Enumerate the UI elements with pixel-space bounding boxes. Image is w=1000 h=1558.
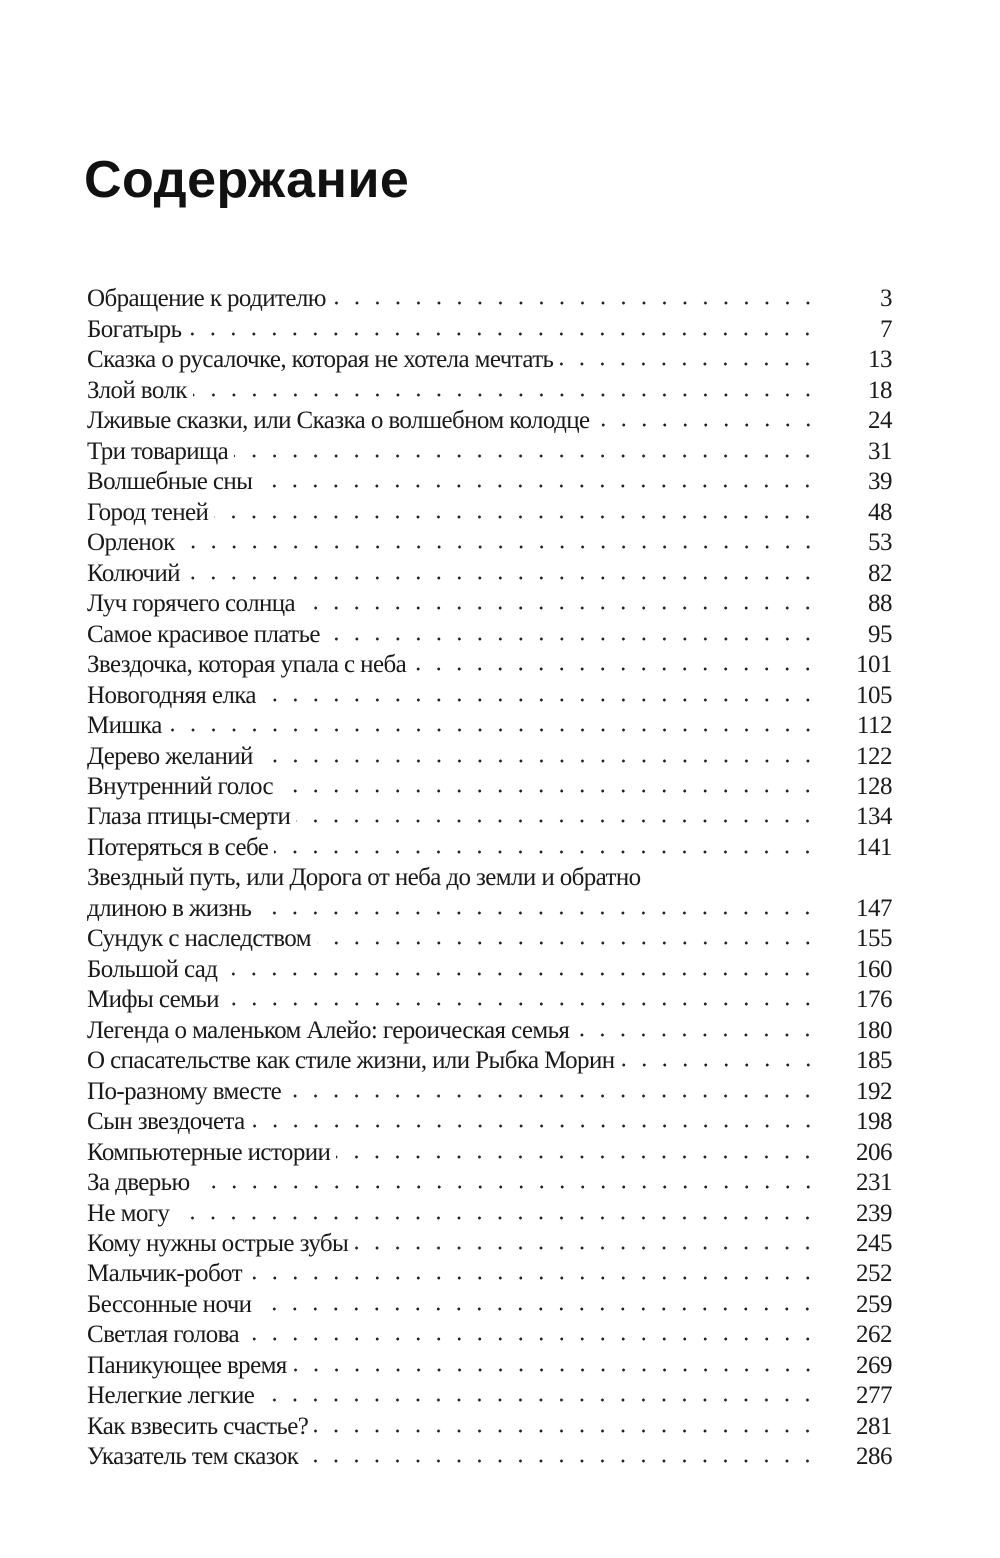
toc-entry-page-number: 13 (868, 346, 892, 374)
toc-entry[interactable] (87, 680, 892, 710)
dot-leader (251, 1107, 818, 1137)
dot-leader (181, 528, 818, 558)
toc-entry[interactable] (87, 467, 892, 497)
toc-entry-page-number: 82 (868, 559, 892, 587)
toc-entry-page-number: 206 (856, 1138, 892, 1166)
dot-leader (274, 833, 818, 863)
toc-entry[interactable] (87, 741, 892, 771)
toc-entry[interactable] (87, 1411, 892, 1441)
toc-entry-page-number: 112 (856, 712, 892, 740)
toc-entry[interactable] (87, 772, 892, 802)
toc-entry-title: Сказка о русалочке, которая не хотела мечтать (87, 346, 554, 374)
dot-leader (336, 1138, 818, 1168)
toc-entry-title: Дерево желаний (87, 742, 253, 770)
toc-entry-page-number: 239 (856, 1199, 892, 1227)
toc-entry[interactable] (87, 1259, 892, 1289)
toc-entry-title: длиною в жизнь (87, 894, 252, 922)
toc-entry[interactable] (87, 589, 892, 619)
toc-entry-title: Три товарища (87, 437, 229, 465)
toc-entry-page-number: 160 (856, 955, 892, 983)
dot-leader (596, 406, 819, 436)
toc-entry-title: Город теней (87, 498, 209, 526)
toc-entry-title: Мальчик-робот (87, 1260, 242, 1288)
dot-leader (187, 315, 818, 345)
toc-entry-title: Новогодняя елка (87, 681, 256, 709)
toc-entry-page-number: 53 (868, 529, 892, 557)
toc-entry[interactable] (87, 924, 892, 954)
toc-entry-page-number: 245 (856, 1230, 892, 1257)
toc-entry-page-number: 286 (856, 1443, 892, 1471)
dot-leader (296, 802, 818, 832)
toc-entry-page-number: 198 (856, 1108, 892, 1136)
toc-entry-page-number: 277 (856, 1382, 892, 1410)
toc-entry-page-number: 281 (856, 1412, 892, 1440)
toc-entry[interactable] (87, 1168, 892, 1198)
dot-leader (225, 985, 818, 1015)
dot-leader (559, 345, 818, 375)
dot-leader (314, 1412, 818, 1442)
toc-entry-title: Большой сад (87, 955, 218, 983)
toc-entry-page-number: 192 (856, 1077, 892, 1105)
toc-entry-page-number: 31 (868, 437, 892, 465)
dot-leader (193, 376, 818, 406)
toc-entry-title: Бессонные ночи (87, 1290, 252, 1318)
toc-entry[interactable] (87, 1381, 892, 1411)
toc-entry-title: Легенда о маленьком Алейо: героическая семья (87, 1016, 570, 1044)
toc-entry-page-number: 122 (856, 742, 892, 770)
dot-leader (293, 1351, 818, 1381)
toc-entry[interactable] (87, 619, 892, 649)
toc-entry-page-number: 155 (856, 925, 892, 953)
toc-entry[interactable] (87, 893, 892, 923)
toc-entry-title: Не могу (87, 1199, 170, 1227)
toc-entry-title: Глаза птицы-смерти (87, 803, 291, 831)
toc-entry-title: Кому нужны острые зубы (87, 1230, 349, 1257)
toc-entry-page-number: 105 (856, 681, 892, 709)
toc-entry-page-number: 269 (856, 1351, 892, 1379)
toc-entry-page-number: 185 (856, 1047, 892, 1075)
toc-entry[interactable] (87, 284, 892, 314)
dot-leader (354, 1229, 818, 1259)
toc-entry-title: Звездный путь, или Дорога от неба до земли и обратно (87, 864, 641, 892)
toc-entry-page-number: 259 (856, 1290, 892, 1318)
toc-entry[interactable] (87, 1137, 892, 1167)
toc-entry-title: Колючий (87, 559, 180, 587)
page-title: Содержание (84, 151, 410, 209)
toc-entry-page-number: 24 (868, 407, 892, 435)
toc-entry-title: Потеряться в себе (87, 833, 269, 861)
toc-entry[interactable] (87, 1046, 892, 1076)
toc-entry[interactable] (87, 1289, 892, 1319)
toc-entry-page-number: 141 (856, 833, 892, 861)
toc-entry[interactable] (87, 1198, 892, 1228)
toc-entry-page-number: 147 (856, 894, 892, 922)
dot-leader (259, 742, 818, 772)
dot-leader (621, 1046, 819, 1076)
toc-entry-title: Мифы семьи (87, 986, 219, 1014)
dot-leader (332, 284, 818, 314)
dot-leader (301, 589, 818, 619)
toc-entry[interactable] (87, 863, 892, 893)
toc-entry[interactable] (87, 1320, 892, 1350)
toc-entry-title: Волшебные сны (87, 468, 253, 496)
toc-entry-page-number: 3 (880, 285, 892, 313)
toc-entry[interactable] (87, 711, 892, 741)
dot-leader (214, 498, 818, 528)
dot-leader (575, 1016, 818, 1046)
dot-leader (258, 467, 818, 497)
toc-entry-title: Сундук с наследством (87, 925, 311, 953)
dot-leader (287, 1077, 818, 1107)
toc-entry[interactable] (87, 345, 892, 375)
toc-entry-title: Обращение к родителю (87, 285, 326, 313)
toc-entry-title: По-разному вместе (87, 1077, 282, 1105)
toc-entry-title: Орленок (87, 529, 175, 557)
dot-leader (234, 437, 818, 467)
dot-leader (186, 559, 818, 589)
toc-entry[interactable] (87, 985, 892, 1015)
dot-leader (245, 1320, 818, 1350)
toc-entry-page-number: 7 (880, 315, 892, 343)
toc-entry-page-number: 252 (856, 1260, 892, 1288)
toc-entry[interactable] (87, 558, 892, 588)
toc-entry-page-number: 95 (868, 620, 892, 648)
toc-entry-title: Нелегкие легкие (87, 1382, 255, 1410)
toc-entry[interactable] (87, 832, 892, 862)
toc-entry[interactable] (87, 436, 892, 466)
toc-entry-title: Сын звездочета (87, 1108, 245, 1136)
toc-entry[interactable] (87, 954, 892, 984)
toc-entry[interactable] (87, 497, 892, 527)
toc-entry-title: Лживые сказки, или Сказка о волшебном колодце (87, 407, 590, 435)
toc-entry-title: Компьютерные истории (87, 1138, 331, 1166)
toc-entry-page-number: 180 (856, 1016, 892, 1044)
toc-entry-page-number: 48 (868, 498, 892, 526)
toc-entry[interactable] (87, 1076, 892, 1106)
toc-entry-title: За дверью (87, 1169, 190, 1197)
toc-entry-title: Злой волк (87, 376, 187, 404)
toc-entry-page-number: 39 (868, 468, 892, 496)
dot-leader (196, 1168, 818, 1198)
dot-leader (262, 681, 818, 711)
dot-leader (257, 894, 818, 924)
toc-entry-page-number: 134 (856, 803, 892, 831)
toc-entry[interactable] (87, 375, 892, 405)
toc-entry-title: Звездочка, которая упала с неба (87, 651, 407, 679)
toc-entry-page-number: 176 (856, 986, 892, 1014)
toc-entry-title: Указатель тем сказок (87, 1443, 299, 1471)
dot-leader (260, 1381, 818, 1411)
toc-entry[interactable] (87, 314, 892, 344)
toc-entry-page-number: 231 (856, 1169, 892, 1197)
toc-entry[interactable] (87, 406, 892, 436)
toc-entry-page-number: 262 (856, 1321, 892, 1349)
toc-entry-page-number: 128 (856, 772, 892, 800)
toc-entry[interactable] (87, 528, 892, 558)
toc-entry-title: Луч горячего солнца (87, 590, 296, 618)
dot-leader (248, 1259, 818, 1289)
toc-entry-title: Внутренний голос (87, 772, 274, 800)
toc-entry-page-number: 88 (868, 590, 892, 618)
toc-entry-title: Самое красивое платье (87, 620, 320, 648)
dot-leader (304, 1442, 818, 1472)
dot-leader (647, 863, 818, 893)
toc-entry[interactable] (87, 650, 892, 680)
toc-entry-title: О спасательстве как стиле жизни, или Рыбка Морин (87, 1047, 615, 1075)
dot-leader (257, 1290, 818, 1320)
dot-leader (412, 650, 818, 680)
table-of-contents (87, 284, 892, 1472)
dot-leader (223, 955, 818, 985)
toc-entry[interactable] (87, 1015, 892, 1045)
toc-entry-page-number: 101 (856, 651, 892, 679)
toc-entry-title: Паникующее время (87, 1351, 287, 1379)
toc-entry-title: Богатырь (87, 315, 182, 343)
toc-entry-title: Как взвесить счастье? (87, 1412, 309, 1440)
toc-entry-page-number: 18 (868, 376, 892, 404)
toc-entry[interactable] (87, 802, 892, 832)
toc-entry-title: Светлая голова (87, 1321, 240, 1349)
toc-entry[interactable] (87, 1107, 892, 1137)
dot-leader (317, 924, 818, 954)
dot-leader (326, 620, 818, 650)
dot-leader (279, 772, 818, 802)
dot-leader (175, 1199, 818, 1229)
toc-entry[interactable] (87, 1442, 892, 1472)
dot-leader (168, 711, 818, 741)
toc-entry[interactable] (87, 1350, 892, 1380)
toc-entry-title: Мишка (87, 712, 162, 740)
toc-entry[interactable] (87, 1229, 892, 1259)
